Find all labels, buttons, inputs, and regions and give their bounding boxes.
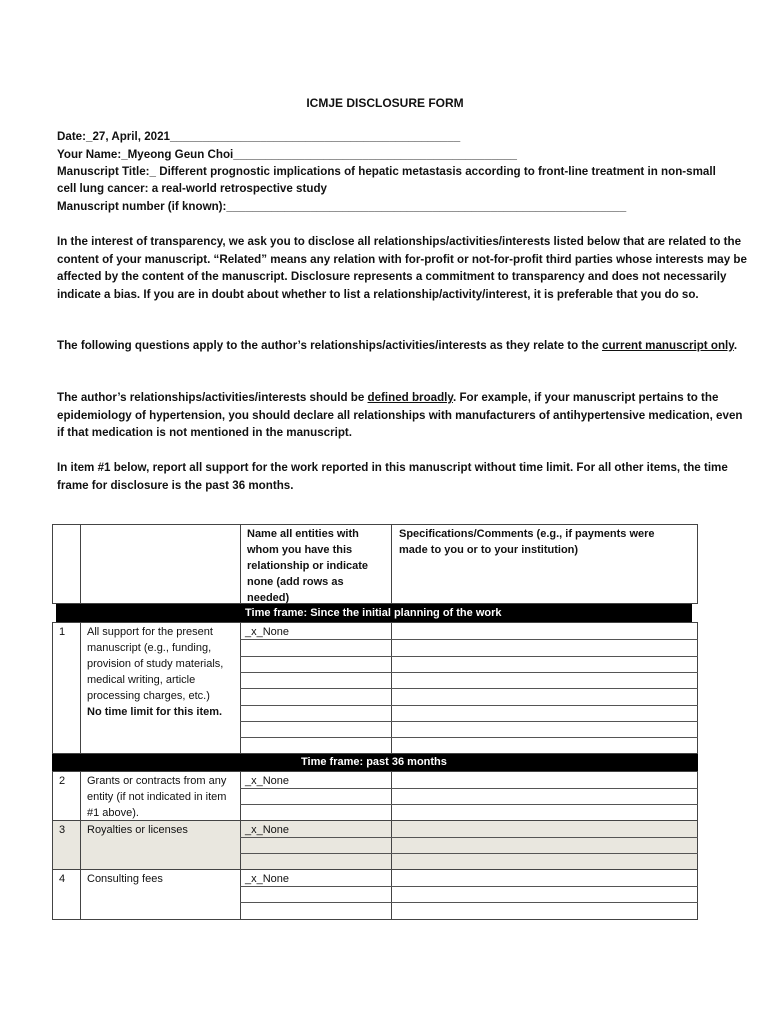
timeframe-36-months-label: Time frame: past 36 months <box>301 756 447 768</box>
item-4-entity-value: _x_None <box>245 873 290 885</box>
manuscript-title-continued: cell lung cancer: a real-world retrospective study <box>57 182 327 195</box>
item-2-specs-cell[interactable] <box>391 771 698 821</box>
intro-text-3-pre: The author’s relationships/activities/interests should be <box>57 391 368 404</box>
name-field: Your Name:_Myeong Geun Choi____________________________________________ <box>57 148 517 161</box>
item-1-row-divider <box>240 721 698 722</box>
item-3-desc-cell <box>80 820 241 870</box>
timeframe-bar-36-months <box>52 754 698 771</box>
item-4-row-divider <box>240 886 698 887</box>
entities-column-header: Name all entities with whom you have this relationship or indicate none (add rows as needed) <box>247 528 369 604</box>
item-1-row-divider <box>240 705 698 706</box>
item-1-row-divider <box>240 737 698 738</box>
date-field: Date:_27, April, 2021_____________________________________________ <box>57 130 461 143</box>
defined-broadly-emphasis: defined broadly <box>367 391 453 404</box>
item-2-number: 2 <box>59 775 66 787</box>
item-4-number-cell <box>52 869 81 920</box>
item-2-row-divider <box>240 788 698 789</box>
intro-text-3-post: . For example, if your manuscript pertains to the epidemiology of hypertension, you should declare all relationships with manufacturers of antihypertensive medication, even if that medication is not mentioned in the manuscript. <box>57 391 743 439</box>
header-item-cell <box>80 524 241 604</box>
item-3-entities-cell[interactable] <box>240 820 392 870</box>
item-1-description: All support for the present manuscript (e.g., funding, provision of study materials, medical writing, article processing charges, etc.) <box>87 626 224 702</box>
item-3-description: Royalties or licenses <box>87 824 188 836</box>
item-2-entity-value: _x_None <box>245 775 290 787</box>
item-2-desc-cell <box>80 771 241 821</box>
disclosure-table <box>52 524 698 920</box>
item-2-row-divider <box>240 804 698 805</box>
header-specs-cell <box>391 524 698 604</box>
item-1-row-divider <box>240 656 698 657</box>
item-3-specs-cell[interactable] <box>391 820 698 870</box>
item-4-specs-cell[interactable] <box>391 869 698 920</box>
item-4-row-divider <box>240 902 698 903</box>
header-number-cell <box>52 524 81 604</box>
form-title: ICMJE DISCLOSURE FORM <box>306 96 464 110</box>
item-1-row-divider <box>240 688 698 689</box>
intro-text-1: In the interest of transparency, we ask you to disclose all relationships/activities/interests listed below that are related to the content of your manuscript. “Related” means any relation with for-profit or not-for-profit third parties whose interests may be affected by the content of the manuscript. Disclosure represents a commitment to transparency and does not necessarily indicate a bias. If you are in doubt about whether to list a relationship/activity/interest, it is preferable that you do so. <box>57 235 747 301</box>
item-4-description: Consulting fees <box>87 873 163 885</box>
item-1-note: No time limit for this item. <box>87 706 223 718</box>
current-manuscript-emphasis: current manuscript only <box>602 339 734 352</box>
item-3-entity-value: _x_None <box>245 824 290 836</box>
manuscript-title-field: Manuscript Title:_ Different prognostic implications of hepatic metastasis according to front-line treatment in non-small <box>57 165 716 178</box>
item-4-entities-cell[interactable] <box>240 869 392 920</box>
item-1-number: 1 <box>59 626 66 638</box>
intro-text-2 <box>57 337 747 355</box>
specs-column-header: Specifications/Comments (e.g., if payments were made to you or to your institution) <box>399 528 655 556</box>
item-2-description: Grants or contracts from any entity (if not indicated in item #1 above). <box>87 775 227 819</box>
item-3-row-divider <box>240 853 698 854</box>
item-1-entity-value: _x_None <box>245 626 290 638</box>
item-1-row-divider <box>240 639 698 640</box>
intro-paragraph-broad <box>57 389 747 442</box>
manuscript-number-field: Manuscript number (if known):______________________________________________________________ <box>57 200 627 213</box>
item-4-number: 4 <box>59 873 66 885</box>
item-1-number-cell <box>52 622 81 754</box>
item-2-number-cell <box>52 771 81 821</box>
intro-paragraph-transparency <box>57 233 747 303</box>
item-3-row-divider <box>240 837 698 838</box>
intro-paragraph-timeframe <box>57 459 747 494</box>
item-1-desc-cell <box>80 622 241 754</box>
timeframe-initial-label: Time frame: Since the initial planning of the work <box>245 607 502 619</box>
intro-paragraph-scope <box>57 337 747 355</box>
intro-text-3 <box>57 389 747 442</box>
timeframe-bar-initial <box>56 604 692 622</box>
item-1-row-divider <box>240 672 698 673</box>
header-entities-cell <box>240 524 392 604</box>
intro-text-4: In item #1 below, report all support for the work reported in this manuscript without time limit. For all other items, the time frame for disclosure is the past 36 months. <box>57 461 728 492</box>
item-4-desc-cell <box>80 869 241 920</box>
intro-text-2-pre: The following questions apply to the author’s relationships/activities/interests as they relate to the <box>57 339 603 352</box>
item-3-number-cell <box>52 820 81 870</box>
intro-text-2-post: . <box>733 339 738 352</box>
item-3-number: 3 <box>59 824 66 836</box>
item-2-entities-cell[interactable] <box>240 771 392 821</box>
